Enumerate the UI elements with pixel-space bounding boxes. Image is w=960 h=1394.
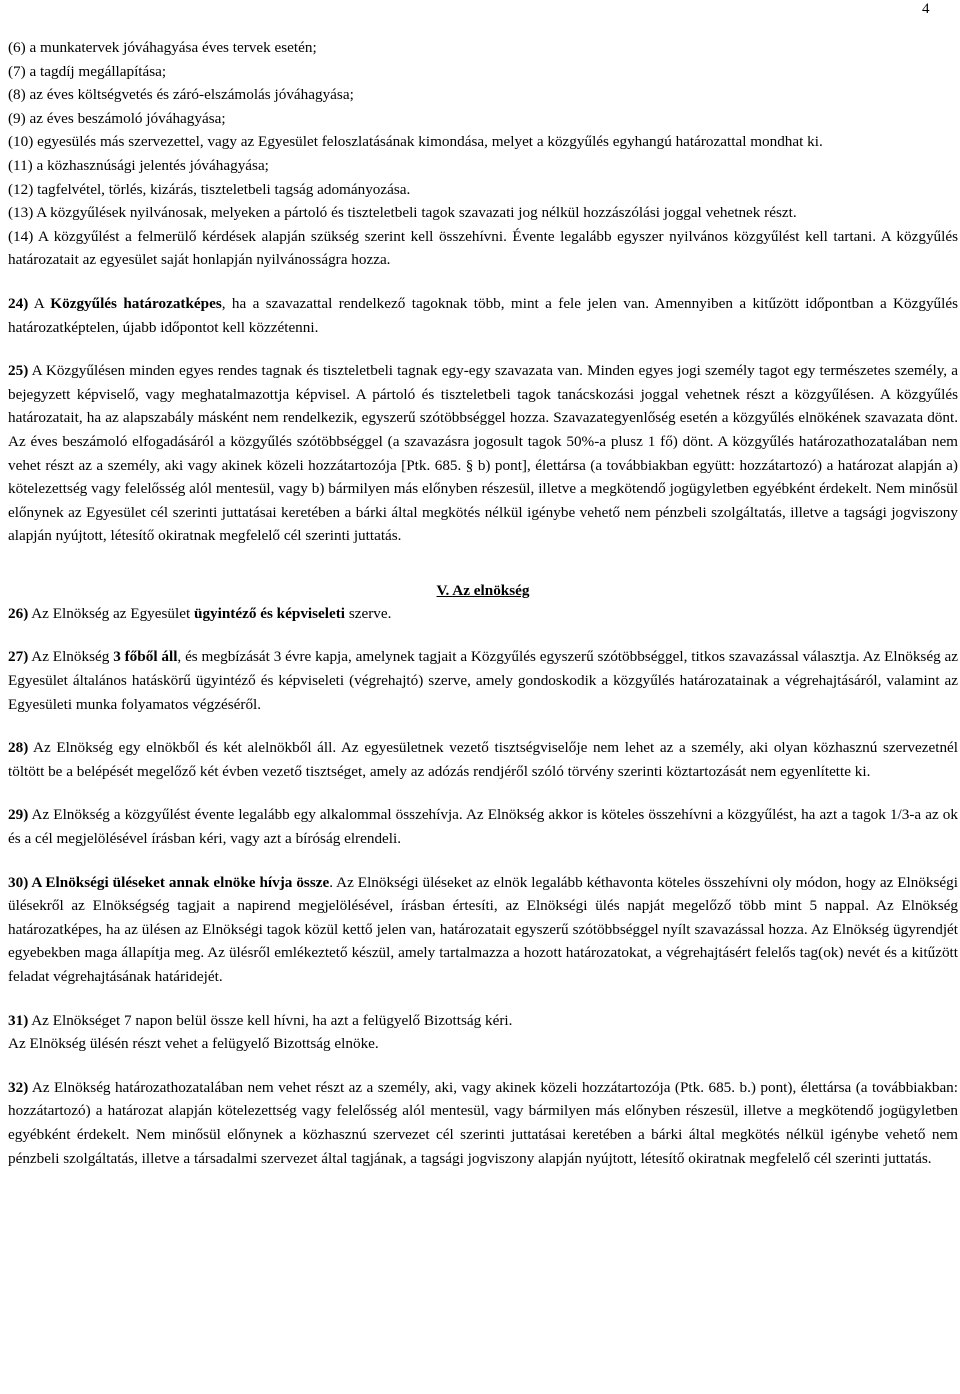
list-item: (8) az éves költségvetés és záró-elszámolás jóváhagyása; (8, 86, 354, 104)
paragraph-text: Az Elnökség ülésén részt vehet a felügyelő Bizottság elnöke. (8, 1035, 379, 1053)
paragraph-24 (8, 292, 958, 339)
list-item: (12) tagfelvétel, törlés, kizárás, tiszteletbeli tagság adományozása. (8, 180, 411, 198)
paragraph-text: . Az Elnökségi üléseket az elnök legalább kéthavonta köteles összehívni oly módon, hogy az Elnökségi ülésekről az Elnökségség tagjait a napirend megjelölésével, írásban értesíti, az Elnökségi ülés napját megelőző több mint 5 nappal. Az Elnökség határozatképes, ha az ülésen az Elnökségi tagok közül kettő jelen van, határozatait egyszerű szótöbbséggel nyílt szavazással hozza. Az Elnökség ügyrendjét egyebekben maga állapítja meg. Az ülésről emlékeztető készül, amely tartalmazza a hozott határozatokat, a végrehajtásért felelős tag(ok) nevét és a kitűzött feladat végrehajtásának határidejét. (8, 873, 958, 985)
paragraph-text: , és megbízását 3 évre kapja, amelynek tagjait a Közgyűlés egyszerű szótöbbséggel, titkos szavazással választja. Az Elnökség az Egyesület általános hatáskörű ügyintéző és képviseleti (végrehajtó) szerve, amely gondoskodik a közgyűlés határozatainak a végrehajtásáról, valamint az Egyesületi munka folyamatos végzéséről. (8, 648, 958, 713)
paragraph-number: 24) (8, 294, 29, 312)
paragraph-text: Az Elnökség az Egyesület (28, 604, 194, 622)
list-item: (9) az éves beszámoló jóváhagyása; (8, 109, 226, 127)
paragraph-31 (8, 1009, 958, 1056)
paragraph-number: 25) (8, 362, 29, 380)
paragraph-text: , ha a szavazattal rendelkező tagoknak több, mint a fele jelen van. Amennyiben a kitűzött időpontban a Közgyűlés határozatképtelen, újabb időpontot kell közzétenni. (8, 294, 959, 336)
paragraph-text: szerve. (345, 604, 392, 622)
paragraph-number: 32) (8, 1078, 29, 1096)
paragraph-text: A Közgyűlésen minden egyes rendes tagnak és tiszteletbeli tagnak egy-egy szavazata van. Minden egyes jogi személy tagot egy természetes személy, a bejegyzett képviselő, vagy meghatalmazottja képvisel. A pártoló és tiszteletbeli tagok tanácskozási joggal vehetnek részt a közgyűlésen. A közgyűlés határozatait, ha az alapszabály másként nem rendelkezik, egyszerű szótöbbséggel hozza. Szavazategyenlőség esetén a közgyűlés elnökének szavazata dönt. Az éves beszámoló elfogadásáról a közgyűlés szótöbbséggel (a szavazásra jogosult tagok 50%-a plusz 1 fő) dönt. A közgyűlés határozathozatalában nem vehet részt az a személy, aki vagy akinek közeli hozzátartozója [Ptk. 685. § b) pont], élettársa (a továbbiakban együtt: hozzátartozó) a határozat alapján a) kötelezettség vagy felelősség alól mentesül, vagy b) bármilyen más előnyben részesül, illetve a megkötendő jogügyletben egyébként érdekelt. Nem minősül előnynek az Egyesület cél szerinti juttatásai keretében a bárki által megkötés nélkül igénybe vehető nem pénzbeli szolgáltatás, illetve a tagsági jogviszony alapján nyújtott, létesítő okiratnak megfelelő cél szerinti juttatás. (8, 362, 958, 545)
agenda-list (8, 36, 958, 272)
list-item: (11) a közhasznúsági jelentés jóváhagyása; (8, 156, 269, 174)
page-number: 4 (922, 1, 930, 17)
list-item: (10) egyesülés más szervezettel, vagy az Egyesület feloszlatásának kimondása, melyet a közgyűlés egyhangú határozattal mondhat ki. (8, 133, 823, 151)
list-item: (14) A közgyűlést a felmerülő kérdések alapján szükség szerint kell összehívni. Évente legalább egyszer nyilvános közgyűlést kell tartani. A közgyűlés határozatait az egyesület saját honlapján nyilvánosságra hozza. (8, 227, 958, 269)
paragraph-28 (8, 736, 958, 783)
paragraph-number: 29) (8, 806, 29, 824)
list-item: (7) a tagdíj megállapítása; (8, 62, 167, 80)
emphasis: ügyintéző és képviseleti (194, 604, 346, 622)
paragraph-29 (8, 803, 958, 850)
emphasis: Közgyűlés határozatképes (50, 294, 222, 312)
list-item: (13) A közgyűlések nyilvánosak, melyeken a pártoló és tiszteletbeli tagok szavazati jog nélkül hozzászólási joggal vehetnek részt. (8, 204, 797, 222)
paragraph-26 (8, 602, 958, 626)
section-title: V. Az elnökség (436, 581, 530, 599)
paragraph-number: 31) (8, 1011, 29, 1029)
document-body (8, 36, 958, 1170)
paragraph-text: Az Elnökséget 7 napon belül össze kell hívni, ha azt a felügyelő Bizottság kéri. (28, 1011, 513, 1029)
paragraph-number: 27) (8, 648, 29, 666)
paragraph-text: Az Elnökség (28, 648, 114, 666)
emphasis: 3 főből áll (113, 648, 178, 666)
emphasis: 30) A Elnökségi üléseket annak elnöke hívja össze (8, 873, 330, 891)
paragraph-text: Az Elnökség a közgyűlést évente legalább egy alkalommal összehívja. Az Elnökség akkor is köteles összehívni a közgyűlést, ha azt a tagok 1/3-a az ok és a cél megjelölésével írásban kéri, vagy azt a bíróság elrendeli. (8, 806, 958, 848)
list-item: (6) a munkatervek jóváhagyása éves tervek esetén; (8, 39, 317, 56)
paragraph-27 (8, 645, 958, 716)
paragraph-text: Az Elnökség határozathozatalában nem vehet részt az a személy, aki, vagy akinek közeli hozzátartozója (Ptk. 685. b.) pont), élettársa (a továbbiakban: hozzátartozó) a határozat alapján kötelezettség vagy felelősség alól mentesül, vagy bármilyen más előnyben részesül, illetve a megkötendő jogügyletben egyébként érdekelt. Nem minősül előnynek a közhasznú szervezet cél szerinti juttatásai keretében a bárki által megkötés nélkül igénybe vehető nem pénzbeli szolgáltatás, illetve a társadalmi szervezet által tagjának, a tagsági jogviszony alapján nyújtott, létesítő okiratnak megfelelő cél szerinti juttatás. (8, 1078, 958, 1167)
paragraph-number: 28) (8, 739, 29, 757)
paragraph-number: 26) (8, 604, 29, 622)
paragraph-30 (8, 871, 958, 989)
paragraph-text: Az Elnökség egy elnökből és két alelnökből áll. Az egyesületnek vezető tisztségviselője nem lehet az a személy, aki olyan közhasznú szervezetnél töltött be a belépését megelőző két évben vezető tisztséget, amely az adózás rendjéről szóló törvény szerinti köztartozását nem egyenlítette ki. (8, 739, 958, 780)
paragraph-text: A (28, 294, 51, 312)
paragraph-25 (8, 359, 958, 548)
paragraph-32 (8, 1076, 958, 1170)
